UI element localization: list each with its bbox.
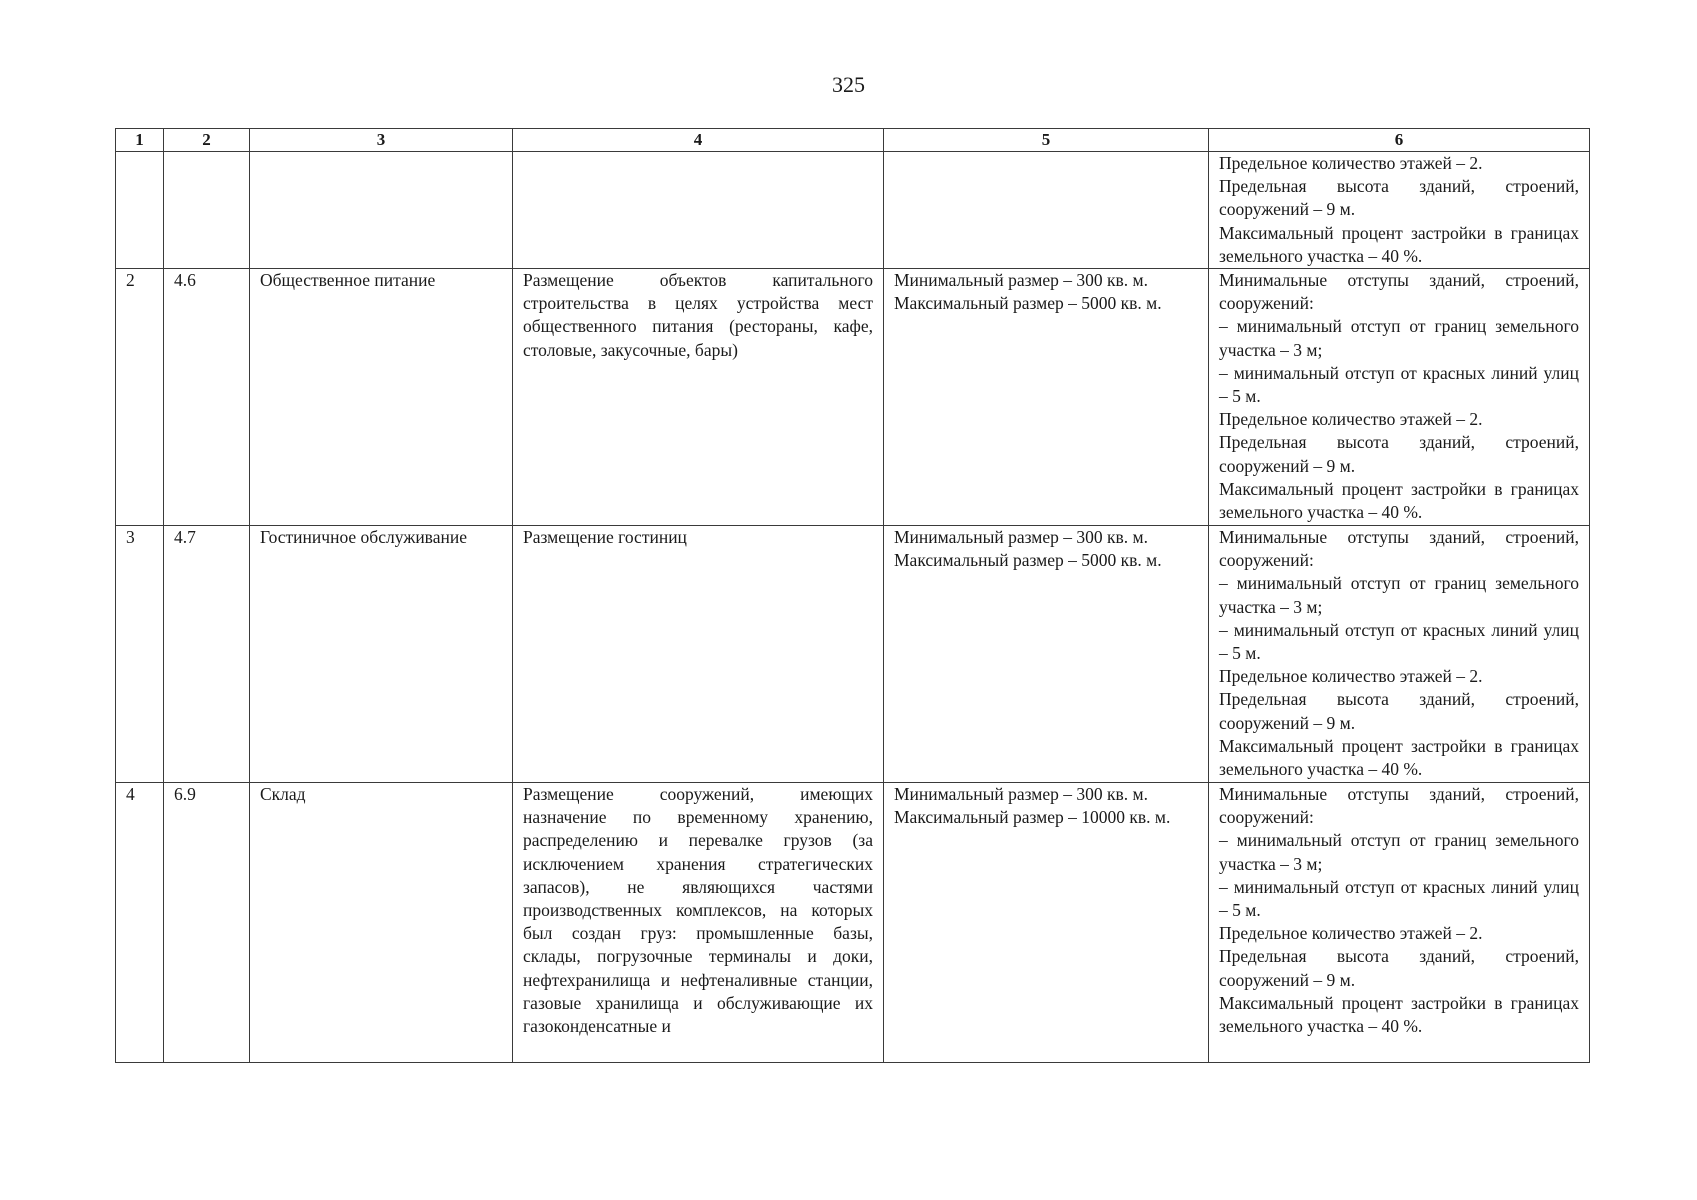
table-row-continuation xyxy=(116,152,1590,269)
column-header: 4 xyxy=(513,129,884,152)
cell-empty xyxy=(116,152,164,269)
sizes-cell xyxy=(884,269,1209,526)
sizes-cell xyxy=(884,783,1209,1063)
size-text: Минимальный размер – 300 кв. м. xyxy=(894,784,1148,805)
cell-empty xyxy=(884,152,1209,269)
param-text: Минимальные отступы зданий, строений, сооружений: xyxy=(1219,270,1579,314)
params-cell xyxy=(1209,269,1590,526)
param-text: Минимальные отступы зданий, строений, сооружений: xyxy=(1219,784,1579,828)
cell-empty xyxy=(164,152,250,269)
cell-empty xyxy=(513,152,884,269)
param-text: – минимальный отступ от границ земельного участка – 3 м; xyxy=(1219,316,1579,360)
row-code: 4.6 xyxy=(164,269,250,526)
param-text: Минимальные отступы зданий, строений, сооружений: xyxy=(1219,527,1579,571)
column-header: 5 xyxy=(884,129,1209,152)
column-header: 2 xyxy=(164,129,250,152)
param-text: Предельное количество этажей – 2. xyxy=(1219,409,1483,430)
size-text: Минимальный размер – 300 кв. м. xyxy=(894,270,1148,291)
table-header-row xyxy=(116,129,1590,152)
param-text: Максимальный процент застройки в границах земельного участка – 40 %. xyxy=(1219,992,1579,1037)
param-text: Максимальный процент застройки в границах земельного участка – 40 %. xyxy=(1219,478,1579,523)
params-cell xyxy=(1209,526,1590,783)
page-number: 325 xyxy=(832,72,865,97)
params-cell xyxy=(1209,783,1590,1063)
param-text: Предельная высота зданий, строений, сооружений – 9 м. xyxy=(1219,432,1579,476)
param-text: Максимальный процент застройки в границах земельного участка – 40 %. xyxy=(1219,222,1579,266)
param-text: – минимальный отступ от красных линий улиц – 5 м. xyxy=(1219,876,1579,921)
param-text: Предельная высота зданий, строений, сооружений – 9 м. xyxy=(1219,689,1579,733)
row-name: Склад xyxy=(250,783,513,1063)
param-text: Предельное количество этажей – 2. xyxy=(1219,666,1483,687)
row-description: Размещение сооружений, имеющих назначение по временному хранению, распределению и перевалке грузов (за исключением хранения стратегических запасов), не являющихся частями производственных комплексов, на которых был создан груз: промышленные базы, склады, погрузочные терминалы и доки, нефтехранилища и нефтеналивные станции, газовые хранилища и обслуживающие их газоконденсатные и xyxy=(513,783,884,1063)
row-description: Размещение объектов капитального строительства в целях устройства мест общественного питания (рестораны, кафе, столовые, закусочные, бары) xyxy=(513,269,884,526)
row-number: 2 xyxy=(116,269,164,526)
param-text: – минимальный отступ от границ земельного участка – 3 м; xyxy=(1219,830,1579,874)
table-row xyxy=(116,783,1590,1063)
regulations-table xyxy=(115,128,1590,1063)
size-text: Минимальный размер – 300 кв. м. xyxy=(894,527,1148,548)
param-text: – минимальный отступ от красных линий улиц – 5 м. xyxy=(1219,619,1579,664)
column-header: 3 xyxy=(250,129,513,152)
row-name: Гостиничное обслуживание xyxy=(250,526,513,783)
row-name: Общественное питание xyxy=(250,269,513,526)
sizes-cell xyxy=(884,526,1209,783)
table-row xyxy=(116,526,1590,783)
row-description: Размещение гостиниц xyxy=(513,526,884,783)
column-header: 6 xyxy=(1209,129,1590,152)
param-text: – минимальный отступ от красных линий улиц – 5 м. xyxy=(1219,362,1579,407)
row-number: 3 xyxy=(116,526,164,783)
param-text: Максимальный процент застройки в границах земельного участка – 40 %. xyxy=(1219,735,1579,780)
params-cell xyxy=(1209,152,1590,269)
param-text: Предельная высота зданий, строений, сооружений – 9 м. xyxy=(1219,946,1579,990)
row-code: 6.9 xyxy=(164,783,250,1063)
size-text: Максимальный размер – 5000 кв. м. xyxy=(894,293,1162,314)
param-text: Предельное количество этажей – 2. xyxy=(1219,923,1483,944)
row-number: 4 xyxy=(116,783,164,1063)
param-text: Предельная высота зданий, строений, сооружений – 9 м. xyxy=(1219,176,1579,220)
param-text: – минимальный отступ от границ земельного участка – 3 м; xyxy=(1219,573,1579,617)
size-text: Максимальный размер – 10000 кв. м. xyxy=(894,807,1171,828)
cell-empty xyxy=(250,152,513,269)
row-code: 4.7 xyxy=(164,526,250,783)
table-row xyxy=(116,269,1590,526)
column-header: 1 xyxy=(116,129,164,152)
size-text: Максимальный размер – 5000 кв. м. xyxy=(894,550,1162,571)
param-text: Предельное количество этажей – 2. xyxy=(1219,153,1483,173)
